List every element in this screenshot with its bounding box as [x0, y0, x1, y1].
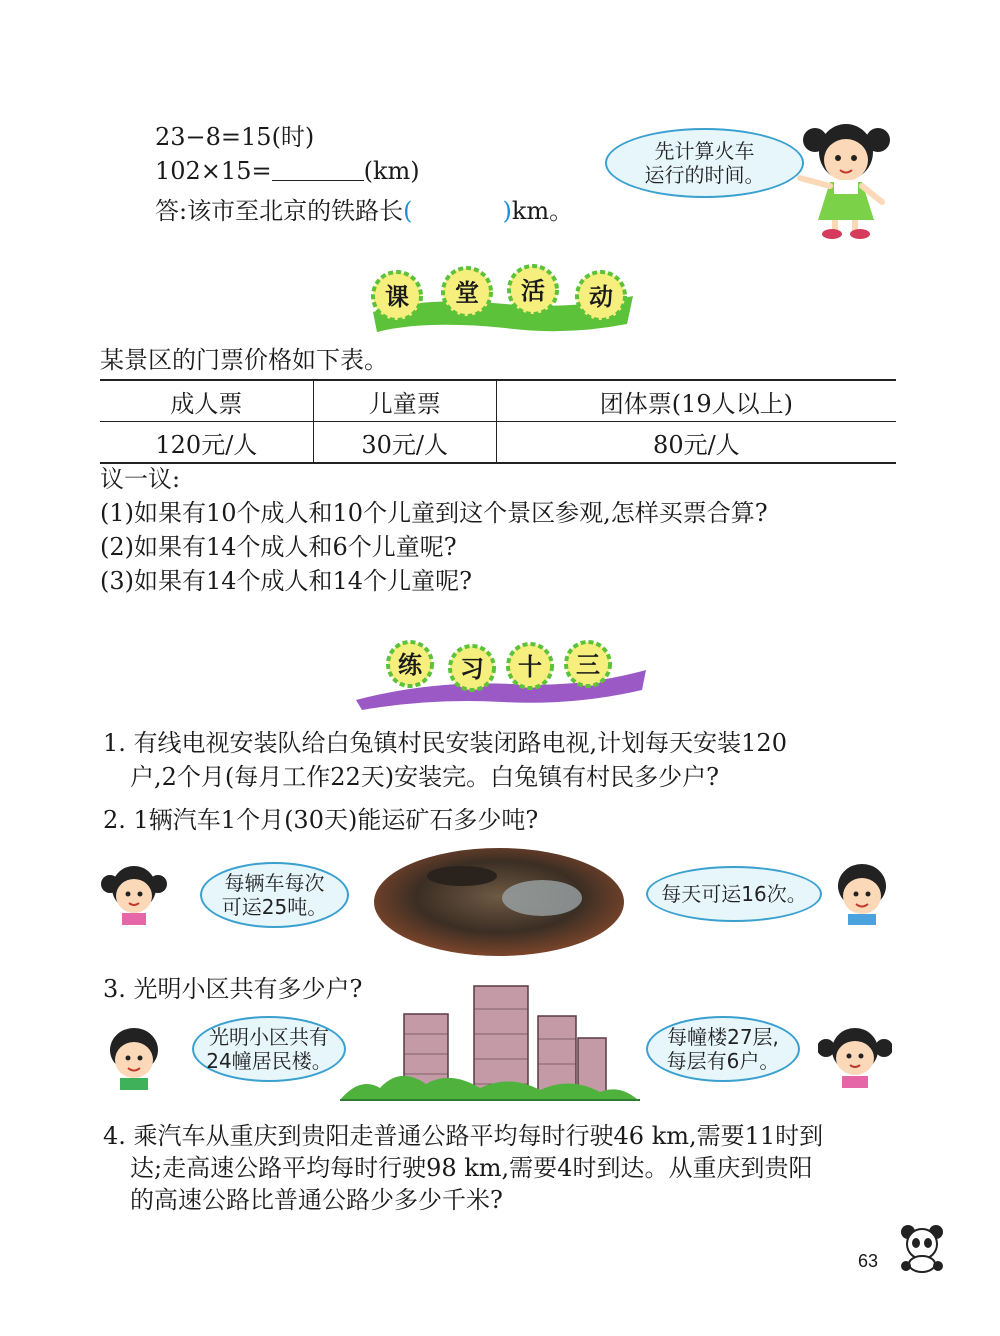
exercise-banner-char: 练 [398, 651, 422, 679]
bubble-per-trip-line-2: 可运25吨。 [221, 895, 328, 919]
exercise-4-line-1: 4. 乘汽车从重庆到贵阳走普通公路平均每时行驶46 km,需要11时到 [103, 1122, 824, 1150]
bubble-trips-per-day [646, 866, 822, 922]
table-header-row [100, 380, 896, 422]
activity-banner [365, 262, 640, 334]
ticket-intro: 某景区的门票价格如下表。 [100, 346, 388, 374]
calc-line-2-suffix: (km) [363, 157, 420, 185]
exercise-banner-char: 习 [460, 655, 484, 683]
answer-blank[interactable] [272, 156, 364, 181]
panda-icon [896, 1222, 948, 1274]
mine-photo [372, 846, 627, 958]
discuss-question-1: (1)如果有10个成人和10个儿童到这个景区参观,怎样买票合算? [100, 499, 768, 527]
boy-avatar [828, 858, 896, 926]
calc-line-1: 23−8=15(时) [155, 123, 315, 151]
girl-avatar [100, 858, 168, 926]
bubble-floors-households-line-2: 每层有6户。 [666, 1049, 780, 1073]
table-cell: 120元/人 [100, 422, 313, 464]
activity-banner-char: 动 [589, 283, 613, 311]
discuss-question-3: (3)如果有14个成人和14个儿童呢? [100, 567, 472, 595]
hint-bubble-line-1: 先计算火车 [654, 139, 755, 163]
answer-close-paren: ) [502, 197, 512, 225]
girl-pointing-illustration [790, 112, 900, 242]
calc-line-2 [155, 154, 420, 188]
bubble-per-trip-line-1: 每辆车每次 [224, 871, 325, 895]
exercise-4-line-2: 达;走高速公路平均每时行驶98 km,需要4时到达。从重庆到贵阳 [130, 1154, 813, 1182]
discuss-question-2: (2)如果有14个成人和6个儿童呢? [100, 533, 457, 561]
bubble-floors-households-line-1: 每幢楼27层, [667, 1025, 779, 1049]
exercise-1-line-1: 1. 有线电视安装队给白兔镇村民安装闭路电视,计划每天安装120 [103, 729, 787, 757]
table-row [100, 422, 896, 464]
page-number: 63 [858, 1251, 879, 1271]
bubble-building-count [192, 1016, 346, 1082]
bubble-building-count-line-2: 24幢居民楼。 [206, 1049, 332, 1073]
hint-bubble [605, 128, 804, 198]
activity-banner-char: 活 [521, 277, 545, 305]
exercise-2: 2. 1辆汽车1个月(30天)能运矿石多少吨? [103, 806, 539, 834]
girl-avatar [818, 1020, 892, 1090]
bubble-trips-per-day-text: 每天可运16次。 [661, 882, 807, 906]
answer-unit: km。 [511, 197, 574, 225]
exercise-banner [352, 640, 652, 710]
exercise-banner-char: 十 [518, 653, 542, 681]
bubble-per-trip [200, 862, 349, 928]
ticket-price-table [100, 379, 896, 464]
activity-banner-char: 课 [385, 283, 409, 311]
table-header-cell: 儿童票 [313, 380, 496, 422]
activity-banner-char: 堂 [455, 279, 479, 307]
exercise-3: 3. 光明小区共有多少户? [103, 975, 363, 1003]
answer-open-paren: ( [403, 197, 413, 225]
discuss-title: 议一议: [100, 465, 181, 493]
hint-bubble-line-2: 运行的时间。 [644, 163, 765, 187]
table-cell: 30元/人 [313, 422, 496, 464]
exercise-1-line-2: 户,2个月(每月工作22天)安装完。白兔镇有村民多少户? [130, 763, 720, 791]
answer-prefix: 答:该市至北京的铁路长 [155, 197, 404, 225]
table-cell: 80元/人 [496, 422, 896, 464]
calc-answer [155, 194, 573, 228]
exercise-4-line-3: 的高速公路比普通公路少多少千米? [130, 1186, 503, 1214]
boy-avatar [100, 1022, 168, 1092]
calc-line-2-prefix: 102×15= [155, 157, 272, 185]
bubble-floors-households [646, 1016, 800, 1082]
table-header-cell: 成人票 [100, 380, 313, 422]
bubble-building-count-line-1: 光明小区共有 [209, 1025, 329, 1049]
table-header-cell: 团体票(19人以上) [496, 380, 896, 422]
apartment-buildings-illustration [340, 984, 640, 1104]
exercise-banner-char: 三 [576, 651, 600, 679]
